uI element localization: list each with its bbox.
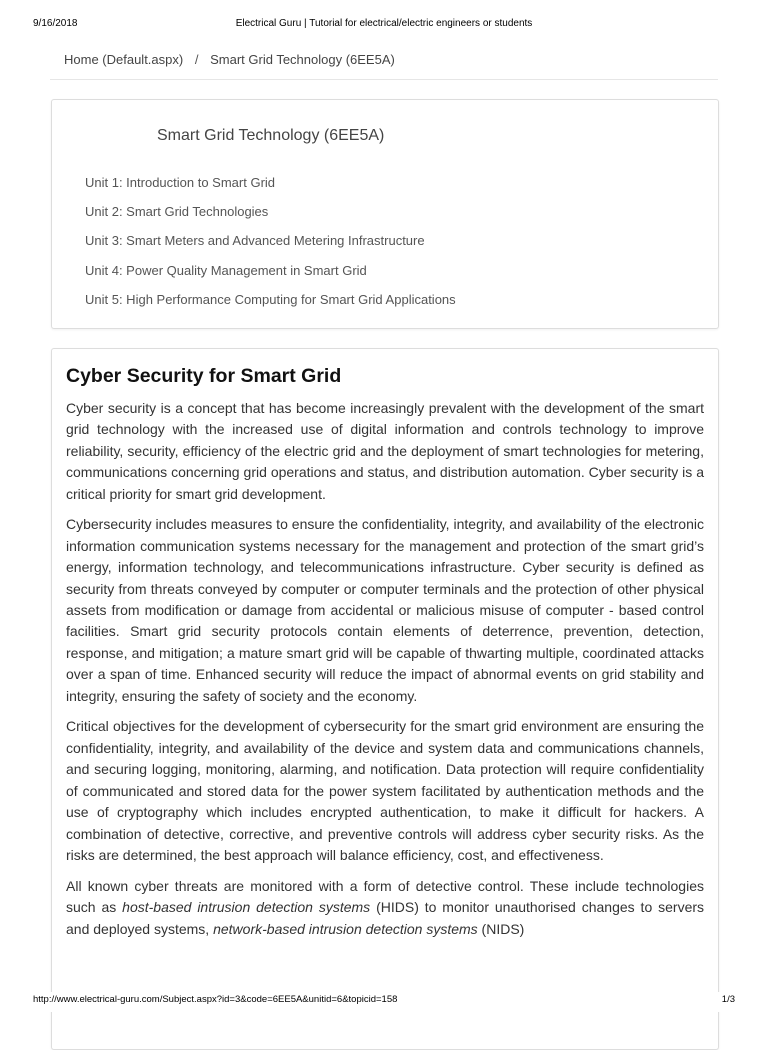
print-footer [0, 992, 768, 1012]
unit-list [85, 175, 456, 321]
unit-link-2[interactable]: Unit 2: Smart Grid Technologies [85, 204, 269, 220]
article-paragraph-2: Cybersecurity includes measures to ensure the confidentiality, integrity, and availability of the electronic information communication systems necessary for the management and protection of the smart grid’s energy, information technology, and telecommunications infrastructure. Cyber security is defined as security from threats conveyed by computer or computer terminals and the protection of other physical assets from modification or damage from accidental or malicious misuse of computer - based control facilities. Smart grid security protocols contain elements of deterrence, prevention, detection, response, and mitigation; a mature smart grid will be capable of thwarting multiple, coordinated attacks over a span of time. Enhanced security will reduce the impact of abnormal events on grid stability and integrity, ensuring the safety of society and the economy. [66, 516, 704, 704]
unit-link-4[interactable]: Unit 4: Power Quality Management in Smart Grid [85, 262, 367, 278]
unit-link-5[interactable]: Unit 5: High Performance Computing for Smart Grid Applications [85, 291, 456, 307]
article-paragraph-4 [66, 876, 704, 940]
article-card [51, 348, 719, 1050]
paragraph-4-text-a: All known cyber threats are monitored with a form of detective control. These include technologies such as [66, 877, 704, 916]
unit-link-1[interactable]: Unit 1: Introduction to Smart Grid [85, 175, 276, 190]
hids-term: host-based intrusion detection systems [122, 899, 371, 916]
breadcrumb-current-link[interactable]: Smart Grid Technology (6EE5A) [210, 52, 395, 67]
header-divider [50, 79, 718, 80]
print-url: http://www.electrical-guru.com/Subject.aspx?id=3&code=6EE5A&unitid=6&topicid=158 [33, 994, 398, 1005]
print-date: 9/16/2018 [33, 18, 78, 29]
article-body [66, 365, 704, 949]
page-number: 1/3 [721, 994, 735, 1005]
breadcrumb-home-link[interactable]: Home (Default.aspx) [64, 52, 184, 67]
print-header [0, 14, 768, 34]
breadcrumb-separator: / [194, 52, 199, 67]
subject-title: Smart Grid Technology (6EE5A) [157, 127, 385, 144]
paragraph-4-text-c: (NIDS) [477, 920, 525, 937]
subject-units-card [51, 99, 719, 329]
nids-term: network-based intrusion detection systems [213, 920, 478, 937]
print-page-title: Electrical Guru | Tutorial for electrical/electric engineers or students [235, 18, 533, 29]
breadcrumb [64, 52, 395, 67]
article-paragraph-3: Critical objectives for the development of cybersecurity for the smart grid environment are ensuring the confidentiality, integrity, and availability of the device and system data and communications channels, and securing logging, monitoring, alarming, and notification. Data protection will require confidentiality of communicated and stored data for the power system facilitated by authentication methods and the use of cryptography which includes encrypted authentication, to make it difficult for hackers. A combination of detective, corrective, and preventive controls will address cyber security risks. As the risks are determined, the best approach will balance efficiency, cost, and effectiveness. [66, 718, 704, 863]
article-paragraph-1: Cyber security is a concept that has become increasingly prevalent with the development of the smart grid technology with the increased use of digital information and controls technology to improve reliability, security, efficiency of the electric grid and the deployment of smart technologies for metering, communications concerning grid operations and status, and distribution automation. Cyber security is a critical priority for smart grid development. [66, 400, 704, 502]
unit-link-3[interactable]: Unit 3: Smart Meters and Advanced Metering Infrastructure [85, 233, 425, 249]
article-heading: Cyber Security for Smart Grid [66, 365, 342, 387]
paragraph-4-text-b: (HIDS) to monitor unauthorised changes to servers and deployed systems, [66, 899, 705, 937]
